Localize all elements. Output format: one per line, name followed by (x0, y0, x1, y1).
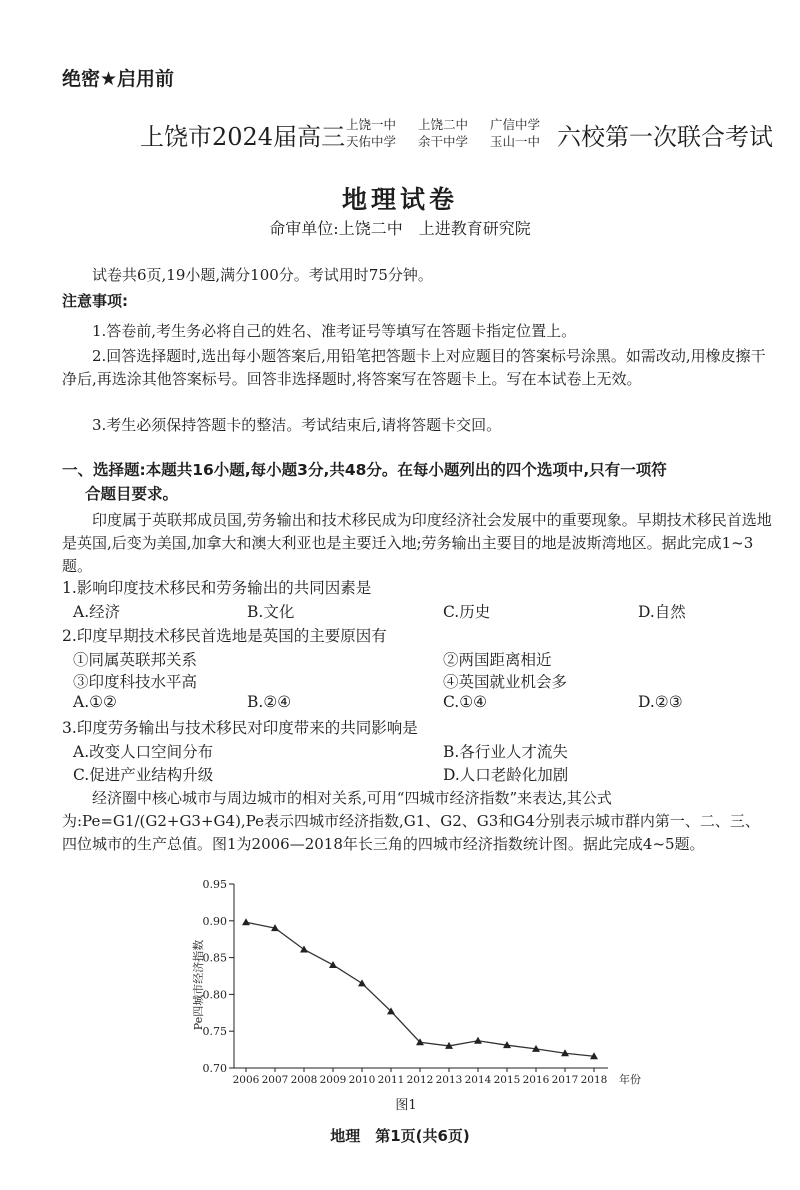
x-tick-label: 2006 (232, 1074, 260, 1086)
y-tick-label: 0.95 (202, 878, 227, 891)
data-point (329, 961, 337, 968)
q2-statement: ③印度科技水平高 (73, 673, 198, 691)
exam-info: 试卷共6页,19小题,满分100分。考试用时75分钟。 (92, 266, 433, 284)
x-tick-label: 2011 (377, 1074, 405, 1086)
school-name: 上饶二中 (418, 117, 469, 132)
q1-option-d: D.自然 (638, 603, 686, 621)
q3-option-d: D.人口老龄化加剧 (443, 766, 569, 784)
question-2-stem: 2.印度早期技术移民首选地是英国的主要原因有 (62, 627, 387, 645)
q1-option-b: B.文化 (247, 603, 295, 621)
x-axis-label: 年份 (619, 1073, 641, 1086)
data-point (358, 979, 366, 986)
exam-header-suffix: 六校第一次联合考试 (557, 123, 773, 151)
school-name: 上饶一中 (346, 117, 397, 132)
passage-india-migration: 印度属于英联邦成员国,劳务输出和技术移民成为印度经济社会发展中的重要现象。早期技术移民首选地是英国,后变为美国,加拿大和澳大利亚也是主要迁入地;劳务输出主要目的地是波斯湾地区。据此完成1~3题。 (62, 511, 772, 575)
economic-index-line-chart (150, 872, 660, 1117)
y-tick-label: 0.80 (202, 988, 227, 1002)
q1-option-a: A.经济 (73, 603, 121, 621)
x-tick-label: 2007 (261, 1074, 289, 1086)
q3-option-c: C.促进产业结构升级 (73, 766, 214, 784)
notice-item: 1.答卷前,考生务必将自己的姓名、准考证号等填写在答题卡指定位置上。 (92, 322, 577, 340)
x-tick-label: 2013 (435, 1074, 463, 1086)
series-line (246, 922, 594, 1056)
q1-option-c: C.历史 (443, 603, 491, 621)
q3-option-b: B.各行业人才流失 (443, 743, 568, 761)
figure-caption: 图1 (395, 1098, 417, 1113)
q2-option-c: C.①④ (443, 693, 488, 711)
q3-option-a: A.改变人口空间分布 (73, 743, 214, 761)
x-tick-label: 2008 (290, 1074, 318, 1086)
q2-option-b: B.②④ (247, 693, 292, 711)
author-line: 命审单位:上饶二中 上进教育研究院 (269, 219, 531, 238)
y-tick-label: 0.90 (202, 914, 227, 928)
data-point (242, 918, 250, 925)
y-tick-label: 0.85 (202, 951, 227, 965)
notice-item: 3.考生必须保持答题卡的整洁。考试结束后,请将答题卡交回。 (92, 416, 502, 434)
section-heading: 一、选择题:本题共16小题,每小题3分,共48分。在每小题列出的四个选项中,只有一项符 (62, 461, 667, 479)
x-tick-label: 2009 (319, 1074, 347, 1086)
x-tick-label: 2014 (464, 1074, 492, 1086)
school-name: 玉山一中 (490, 134, 541, 149)
exam-header-prefix: 上饶市2024届高三 (140, 123, 346, 151)
data-point (474, 1037, 482, 1044)
page-footer: 地理 第1页(共6页) (330, 1127, 470, 1145)
data-point (300, 946, 308, 953)
school-name: 广信中学 (490, 117, 541, 132)
q2-statement: ①同属英联邦关系 (73, 651, 198, 669)
x-tick-label: 2017 (551, 1074, 579, 1086)
confidential-label: 绝密★启用前 (62, 68, 175, 90)
passage-economic-index: 经济圈中核心城市与周边城市的相对关系,可用“四城市经济指数”来表达,其公式为:Pe=G1/(G2+G3+G4),Pe表示四城市经济指数,G1、G2、G3和G4分别表示城市群内第一、二、三、四位城市的生产总值。图1为2006—2018年长三角的四城市经济指数统计图。据此完成4~5题。 (62, 789, 760, 853)
y-tick-label: 0.75 (202, 1025, 227, 1039)
q2-statement: ②两国距离相近 (443, 651, 552, 669)
notice-heading: 注意事项: (62, 292, 128, 310)
question-1-stem: 1.影响印度技术移民和劳务输出的共同因素是 (62, 579, 372, 597)
x-tick-label: 2012 (406, 1074, 434, 1086)
notice-item: 2.回答选择题时,选出每小题答案后,用铅笔把答题卡上对应题目的答案标号涂黑。如需改动,用橡皮擦干净后,再选涂其他答案标号。回答非选择题时,将答案写在答题卡上。写在本试卷上无效。 (62, 347, 766, 388)
school-name: 余干中学 (418, 134, 469, 149)
q2-statement: ④英国就业机会多 (443, 673, 568, 691)
q2-option-a: A.①② (73, 693, 117, 711)
q2-option-d: D.②③ (638, 693, 683, 711)
page-title: 地理试卷 (341, 185, 458, 214)
x-tick-label: 2015 (493, 1074, 521, 1086)
x-tick-label: 2016 (522, 1074, 550, 1086)
x-tick-label: 2018 (580, 1074, 608, 1086)
section-heading-continued: 合题目要求。 (85, 485, 179, 503)
x-tick-label: 2010 (348, 1074, 376, 1086)
question-3-stem: 3.印度劳务输出与技术移民对印度带来的共同影响是 (62, 719, 418, 737)
y-axis-label: Pe四城市经济指数 (192, 939, 205, 1031)
y-tick-label: 0.70 (202, 1062, 227, 1075)
school-name: 天佑中学 (346, 134, 397, 149)
